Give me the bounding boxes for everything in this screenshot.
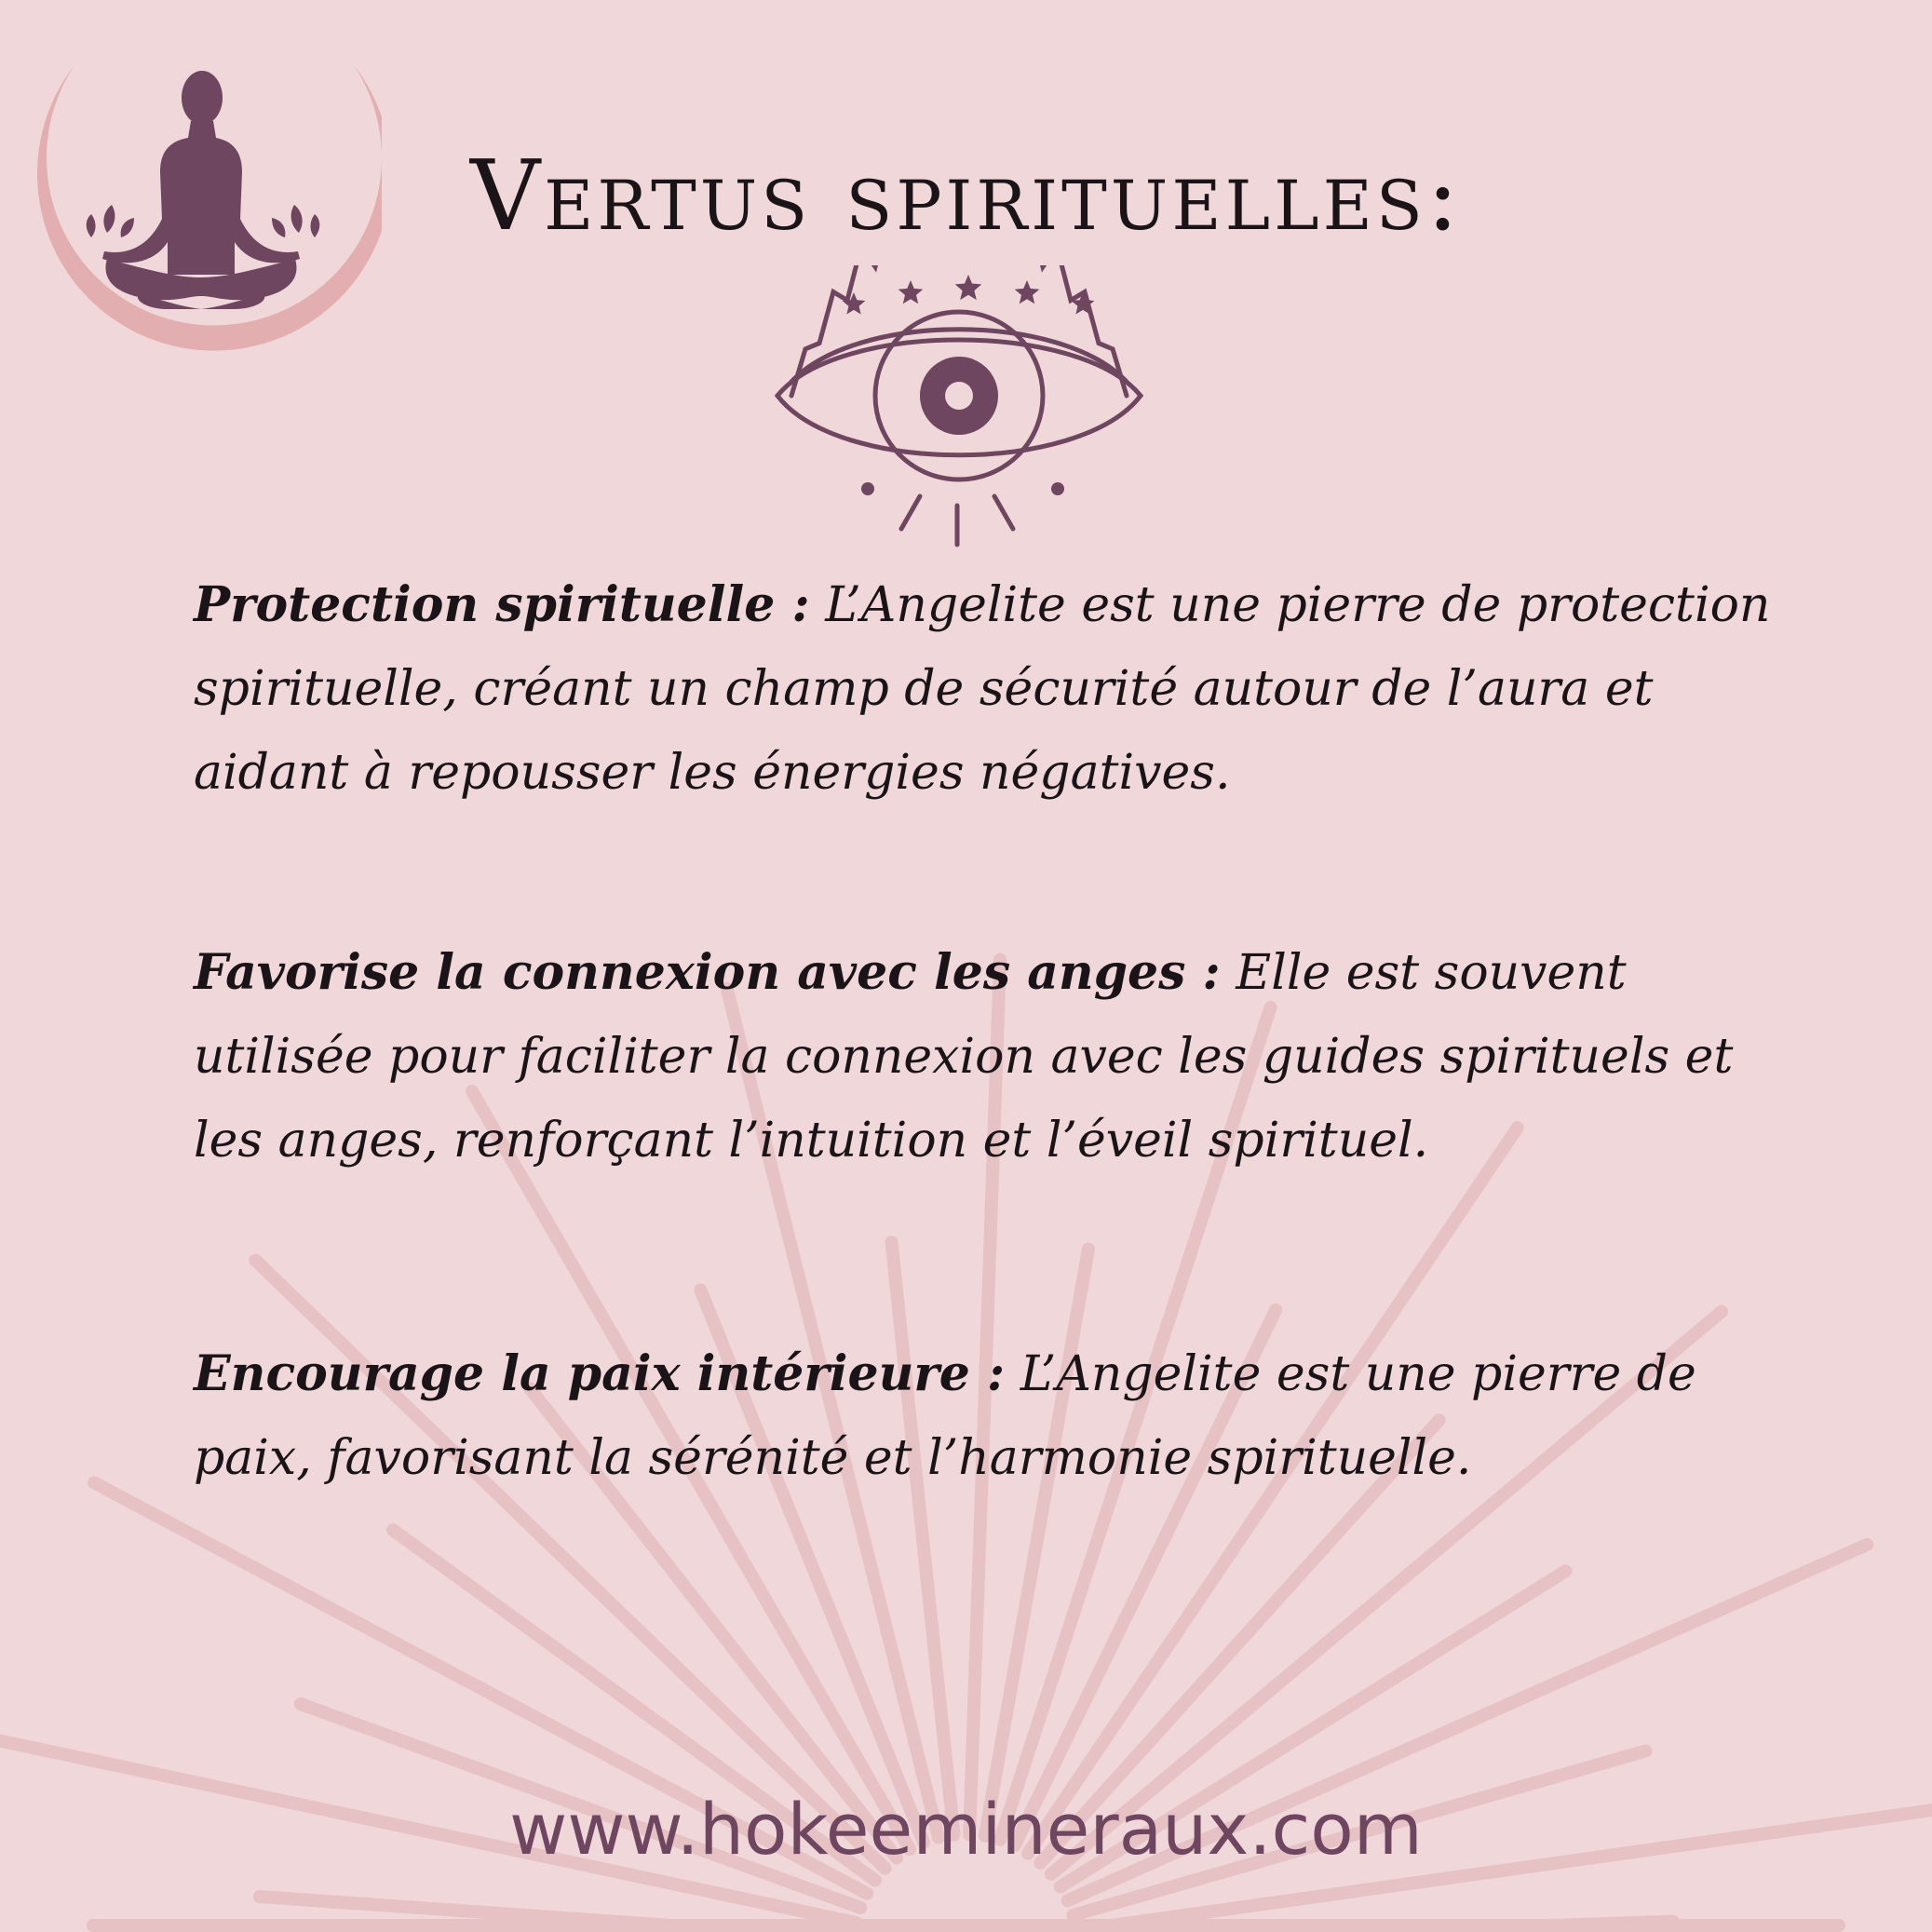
virtue-heading: Favorise la connexion avec les anges :: [194, 944, 1221, 1001]
virtue-heading: Encourage la paix intérieure :: [194, 1345, 1006, 1402]
virtue-text: Elle est souvent utilisée pour faciliter la connexion avec les guides spirituels et les anges, renforçant l’intuition et l’éveil spirituel.: [194, 945, 1734, 1169]
virtue-inner-peace: [194, 1332, 1777, 1500]
page-title: Vertus spirituelles:: [470, 139, 1463, 252]
virtue-protection: [194, 563, 1777, 815]
meditation-logo-icon: [19, 56, 382, 382]
virtue-heading: Protection spirituelle :: [194, 576, 810, 633]
virtue-angel-connection: [194, 931, 1777, 1182]
virtue-text: L’Angelite est une pierre de protection spirituelle, créant un champ de sécurité autour de l’aura et aidant à repousser les énergies négatives.: [194, 577, 1771, 801]
virtue-text: L’Angelite est une pierre de paix, favorisant la sérénité et l’harmonie spirituelle.: [194, 1346, 1696, 1486]
website-link[interactable]: www.hokeemineraux.com: [509, 1788, 1423, 1871]
mystic-eye-icon: [763, 265, 1155, 563]
